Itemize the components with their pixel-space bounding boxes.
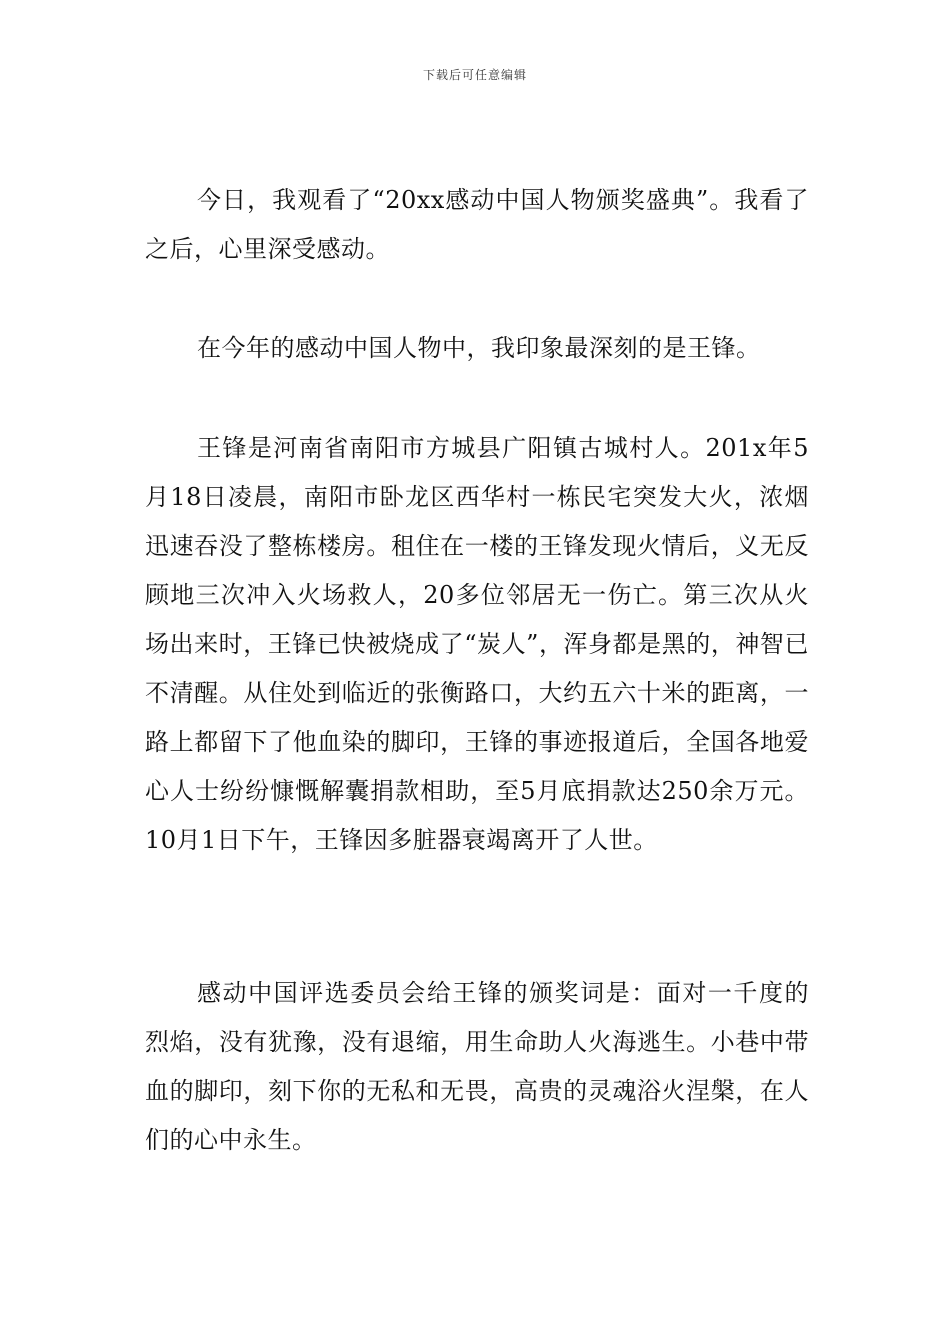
paragraph-3	[145, 424, 809, 865]
paragraph-3-text: 王锋是河南省南阳市方城县广阳镇古城村人。201x年5月18日凌晨，南阳市卧龙区西华村一栋民宅突发大火，浓烟迅速吞没了整栋楼房。租住在一楼的王锋发现火情后，义无反顾地三次冲入火场救人，20多位邻居无一伤亡。第三次从火场出来时，王锋已快被烧成了“炭人”，浑身都是黑的，神智已不清醒。从住处到临近的张衡路口，大约五六十米的距离，一路上都留下了他血染的脚印，王锋的事迹报道后，全国各地爱心人士纷纷慷慨解囊捐款相助，至5月底捐款达250余万元。10月1日下午，王锋因多脏器衰竭离开了人世。	[145, 434, 809, 854]
paragraph-2	[145, 324, 809, 373]
paragraph-1	[145, 176, 809, 274]
paragraph-2-text: 在今年的感动中国人物中，我印象最深刻的是王锋。	[197, 334, 761, 362]
paragraph-4	[145, 969, 809, 1165]
header-note: 下载后可任意编辑	[422, 68, 527, 82]
paragraph-4-text: 感动中国评选委员会给王锋的颁奖词是：面对一千度的烈焰，没有犹豫，没有退缩，用生命助人火海逃生。小巷中带血的脚印，刻下你的无私和无畏，高贵的灵魂浴火涅槃，在人们的心中永生。	[145, 979, 809, 1154]
paragraph-1-text: 今日，我观看了“20xx感动中国人物颁奖盛典”。我看了之后，心里深受感动。	[145, 186, 809, 263]
